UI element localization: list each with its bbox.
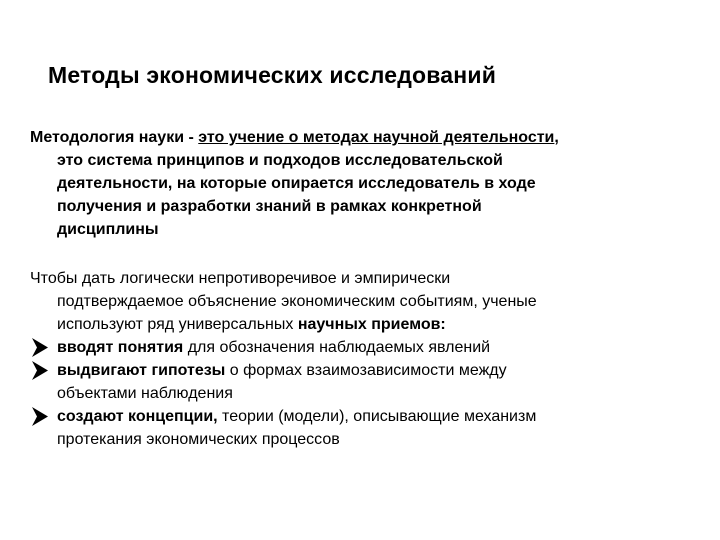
scientific-techniques: научных приемов:	[297, 316, 446, 333]
bullet-text: о формах взаимозависимости между	[225, 362, 507, 379]
bullet-bold: создают концепции,	[57, 408, 218, 425]
bullet-text: для обозначения наблюдаемых явлений	[183, 339, 491, 356]
slide-title: Методы экономических исследований	[48, 62, 497, 88]
list-item	[30, 336, 705, 359]
techniques-line: Чтобы дать логически непротиворечивое и эмпирически	[30, 270, 451, 287]
methodology-term: Методология науки	[30, 129, 185, 146]
list-item	[30, 359, 705, 405]
techniques-line-3	[30, 313, 705, 336]
comma: ,	[554, 129, 559, 146]
methodology-line: дисциплины	[57, 221, 159, 238]
bullet-continuation: объектами наблюдения	[57, 385, 233, 402]
bullet-continuation: протекания экономических процессов	[57, 431, 340, 448]
techniques-line: подтверждаемое объяснение экономическим событиям, ученые	[57, 293, 537, 310]
list-item	[30, 405, 705, 451]
bullet-bold: выдвигают гипотезы	[57, 362, 226, 379]
techniques-line-text: используют ряд универсальных	[57, 316, 298, 333]
arrow-bullet-icon	[30, 337, 50, 358]
methodology-definition: это учение о методах научной деятельности	[198, 129, 555, 146]
arrow-bullet-icon	[30, 360, 50, 381]
methodology-line: получения и разработки знаний в рамках конкретной	[57, 198, 482, 215]
methodology-line: деятельности, на которые опирается исследователь в ходе	[57, 175, 536, 192]
bullet-bold: вводят понятия	[57, 339, 184, 356]
methodology-first-line	[30, 126, 705, 149]
arrow-bullet-icon	[30, 406, 50, 427]
techniques-list	[30, 336, 705, 451]
methodology-paragraph	[30, 126, 705, 241]
techniques-paragraph	[30, 267, 705, 336]
dash: -	[184, 129, 199, 146]
bullet-text: теории (модели), описывающие механизм	[217, 408, 537, 425]
methodology-line: это система принципов и подходов исследовательской	[57, 152, 503, 169]
